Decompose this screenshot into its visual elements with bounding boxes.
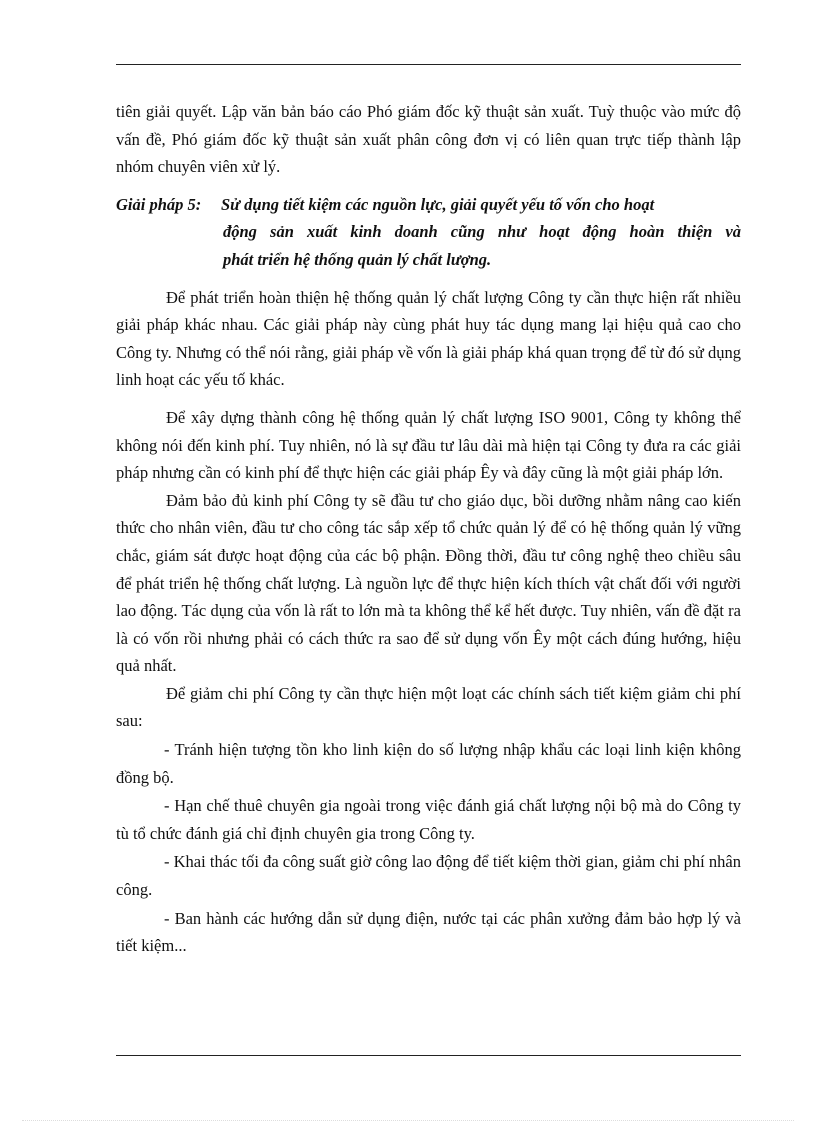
paragraph-1: Để phát triển hoàn thiện hệ thống quản lý chất lượng Công ty cần thực hiện rất nhiều giải pháp khác nhau. Các giải pháp này cùng phát huy tác dụng mang lại hiệu quả cao cho Công ty. Nhưng có thể nói rằng, giải pháp về vốn là giải pháp khá quan trọng để từ đó sử dụng linh hoạt các yếu tố khác. [116,287,741,390]
paragraph-3: Đảm bảo đủ kinh phí Công ty sẽ đầu tư cho giáo dục, bồi dưỡng nhằm nâng cao kiến thức cho nhân viên, đầu tư cho công tác sắp xếp tổ chức quản lý để có hệ thống quản lý vững chắc, giám sát được hoạt động của các bộ phận. Đồng thời, đầu tư công nghệ theo chiều sâu để phát triển hệ thống chất lượng. Là nguồn lực để thực hiện kích thích vật chất đối với người lao động. Tác dụng của vốn là rất to lớn mà ta không thể kể hết được. Tuy nhiên, vấn đề đặt ra là có vốn rồi nhưng phải có cách thức ra sao để sử dụng vốn Êy một cách đúng hướng, hiệu quả nhất. [116,490,741,676]
continuation-paragraph: tiên giải quyết. Lập văn bản báo cáo Phó giám đốc kỹ thuật sản xuất. Tuỳ thuộc vào mức độ vấn đề, Phó giám đốc kỹ thuật sản xuất phân công đơn vị có liên quan trực tiếp thành lập nhóm chuyên viên xử lý. [116,102,741,177]
bullet-item-3: - Khai thác tối đa công suất giờ công lao động để tiết kiệm thời gian, giảm chi phí nhân công. [116,852,741,900]
bullet-item-2: - Hạn chế thuê chuyên gia ngoài trong việc đánh giá chất lượng nội bộ mà do Công ty tù tổ chức đánh giá chỉ định chuyên gia trong Công ty. [116,796,741,843]
header-rule [116,64,741,65]
footer-rule [116,1055,741,1056]
heading-line-3: phát triển hệ thống quản lý chất lượng. [223,249,492,269]
heading-label: Giải pháp 5: [116,194,202,214]
page-edge-dots [22,1120,794,1121]
page-body [116,98,741,960]
paragraph-2: Để xây dựng thành công hệ thống quản lý chất lượng ISO 9001, Công ty không thể không nói đến kinh phí. Tuy nhiên, nó là sự đầu tư lâu dài mà hiện tại Công ty đưa ra các giải pháp nhưng cần có kinh phí để thực hiện các giải pháp Êy và đây cũng là một giải pháp lớn. [116,407,741,483]
paragraph-4: Để giảm chi phí Công ty cần thực hiện một loạt các chính sách tiết kiệm giảm chi phí sau: [116,683,741,731]
heading-text-1: Sử dụng tiết kiệm các nguồn lực, giải quyết yếu tố vốn cho hoạt [221,194,655,214]
section-heading [116,191,741,274]
heading-line-1 [116,191,741,219]
heading-line-2: động sản xuất kinh doanh cũng như hoạt động hoàn thiện và [223,222,741,242]
bullet-item-1: - Tránh hiện tượng tồn kho linh kiện do số lượng nhập khẩu các loại linh kiện không đồng bộ. [116,740,741,787]
bullet-item-4: - Ban hành các hướng dẫn sử dụng điện, nước tại các phân xưởng đảm bảo hợp lý và tiết kiệm... [116,908,741,956]
